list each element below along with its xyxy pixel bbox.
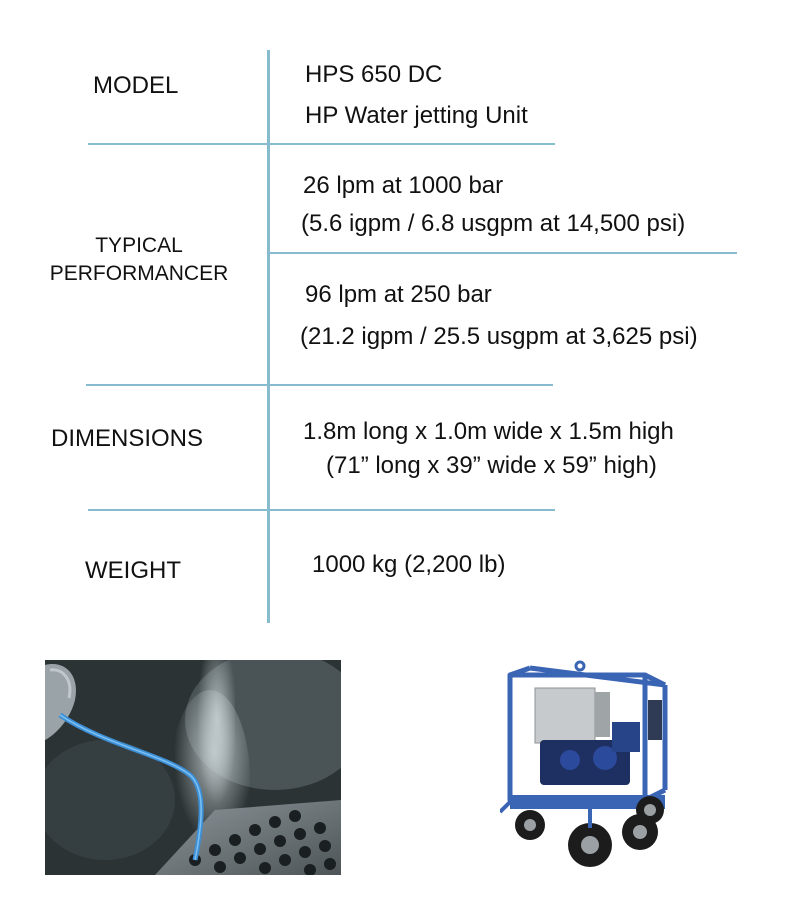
performance-row1-flow: 26 lpm at 1000 bar <box>303 172 504 199</box>
dimensions-imperial: (71” long x 39” wide x 59” high) <box>326 452 657 479</box>
model-label: MODEL <box>93 72 179 99</box>
performance-row2-imperial: (21.2 igpm / 25.5 usgpm at 3,625 psi) <box>300 323 698 350</box>
dimensions-label: DIMENSIONS <box>51 425 204 452</box>
performance-label-line1: TYPICAL <box>95 234 183 257</box>
table-vertical-divider <box>267 50 270 623</box>
water-jetting-photo <box>45 660 341 875</box>
dimensions-metric: 1.8m long x 1.0m wide x 1.5m high <box>303 418 674 445</box>
weight-label: WEIGHT <box>85 557 181 584</box>
table-divider-model <box>88 143 555 145</box>
jetting-unit-photo <box>500 660 680 875</box>
table-divider-dimensions <box>88 509 555 511</box>
performance-row1-imperial: (5.6 igpm / 6.8 usgpm at 14,500 psi) <box>301 210 686 237</box>
performance-label-line2: PERFORMANCER <box>49 262 229 285</box>
performance-label <box>36 232 242 288</box>
performance-row2-flow: 96 lpm at 250 bar <box>305 281 492 308</box>
model-description: HP Water jetting Unit <box>305 102 528 129</box>
table-divider-performance-split <box>270 252 737 254</box>
model-name: HPS 650 DC <box>305 61 443 88</box>
weight-value: 1000 kg (2,200 lb) <box>312 551 506 578</box>
table-divider-performance <box>86 384 553 386</box>
